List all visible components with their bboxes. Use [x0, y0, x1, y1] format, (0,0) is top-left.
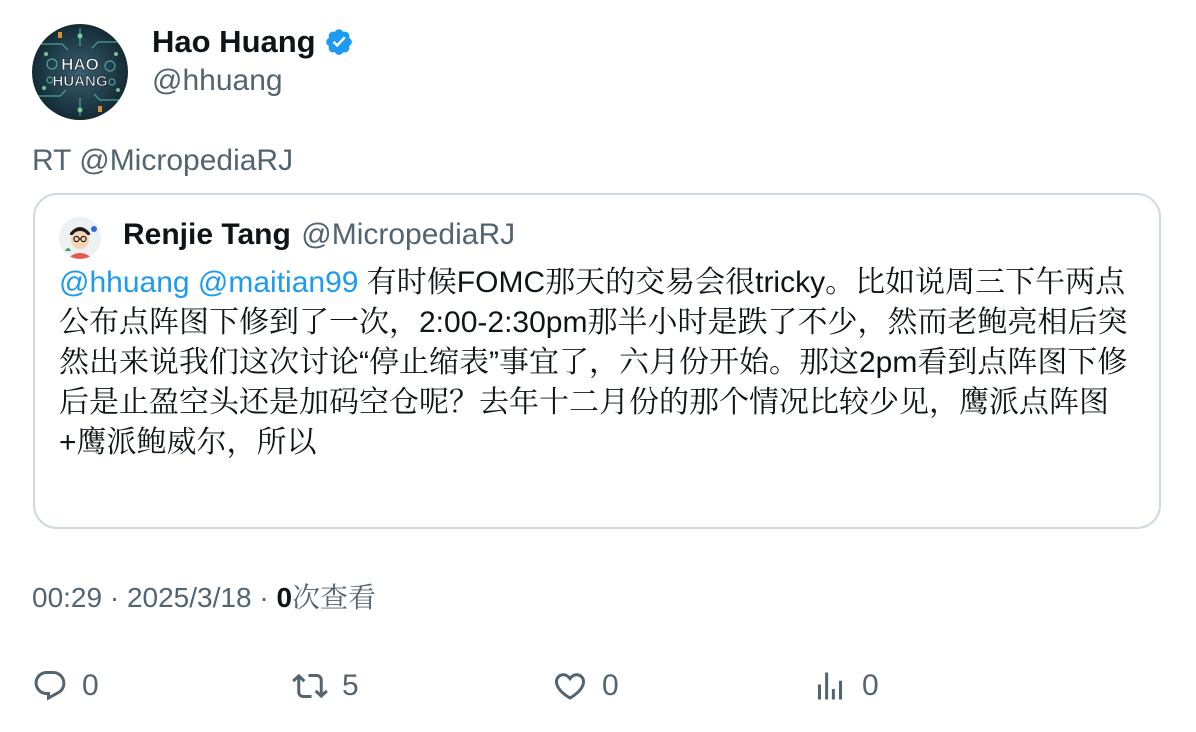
meta-separator: · [109, 582, 127, 613]
tweet-date[interactable]: 2025/3/18 [126, 582, 252, 613]
reply-icon [32, 668, 68, 704]
views-button[interactable] [812, 664, 879, 708]
mention-link[interactable]: @maitian99 [197, 266, 359, 299]
quoted-text [59, 263, 1139, 463]
author-name[interactable]: Hao Huang [152, 24, 316, 59]
retweet-text: RT @MicropediaRJ [32, 144, 294, 177]
quoted-author-handle[interactable]: @MicropediaRJ [301, 218, 516, 251]
verified-badge-icon [324, 27, 354, 57]
quoted-author-name[interactable]: Renjie Tang [123, 218, 291, 251]
views-label: 次查看 [292, 582, 377, 613]
analytics-icon [812, 668, 848, 704]
retweet-icon [292, 668, 328, 704]
author-avatar[interactable] [32, 24, 128, 120]
like-count: 0 [602, 669, 619, 702]
avatar-text-bottom: HUANG [52, 73, 108, 90]
like-button[interactable] [552, 664, 619, 708]
tweet-time[interactable]: 00:29 [32, 582, 103, 613]
quoted-tweet[interactable] [33, 193, 1161, 529]
retweet-button[interactable] [292, 664, 359, 708]
mention-link[interactable]: @hhuang [59, 266, 190, 299]
quoted-avatar-image [59, 217, 101, 259]
quoted-body: 有时候FOMC那天的交易会很tricky。比如说周三下午两点公布点阵图下修到了一次，2:00-2:30pm那半小时是跌了不少，然而老鲍亮相后突然出来说我们这次讨论“停止缩表”事宜了，六月份开始。那这2pm看到点阵图下修后是止盈空头还是加码空仓呢？去年十二月份的那个情况比较少见，鹰派点阵图+鹰派鲍威尔，所以 [59, 266, 1128, 459]
author-name-row [152, 22, 354, 62]
quoted-author-avatar[interactable] [59, 217, 101, 259]
tweet-meta [32, 578, 376, 618]
avatar-text-top: HAO [61, 55, 99, 74]
views-count: 0 [276, 582, 293, 613]
meta-separator: · [259, 582, 277, 613]
views-action-count: 0 [862, 669, 879, 702]
author-handle[interactable]: @hhuang [152, 64, 283, 97]
reply-button[interactable] [32, 664, 99, 708]
quoted-header [123, 215, 515, 255]
heart-icon [552, 668, 588, 704]
reply-count: 0 [82, 669, 99, 702]
retweet-count: 5 [342, 669, 359, 702]
avatar-image [32, 24, 128, 120]
